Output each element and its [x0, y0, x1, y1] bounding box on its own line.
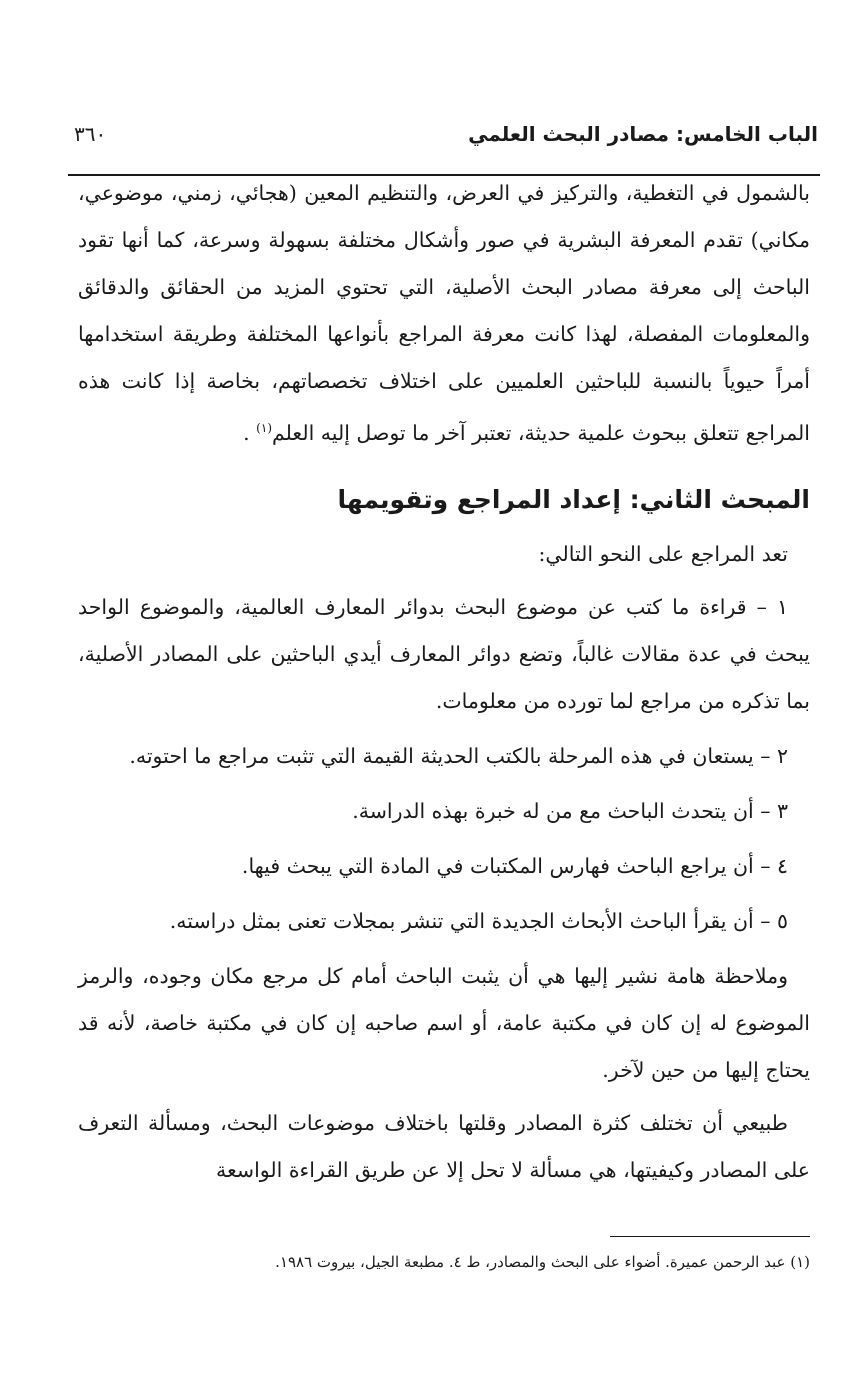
list-item-1: ١ – قراءة ما كتب عن موضوع البحث بدوائر المعارف العالمية، والموضوع الواحد يبحث في عدة مقالات غالباً، وتضع دوائر المعارف أيدي الباحثين على المصادر الأصلية، بما تذكره من مراجع لما تورده من معلومات.	[78, 594, 810, 713]
note-paragraph: وملاحظة هامة نشير إليها هي أن يثبت الباحث أمام كل مرجع مكان وجوده، والرمز الموضوع له إن كان في مكتبة عامة، أو اسم صاحبه إن كان في مكتبة خاصة، لأنه قد يحتاج إليها من حين لآخر.	[78, 963, 810, 1082]
opening-paragraph	[78, 170, 810, 457]
page-number: ٣٦٠	[74, 122, 107, 146]
book-page	[68, 100, 820, 1320]
footnote: (١) عبد الرحمن عميرة. أضواء على البحث والمصادر، ط ٤. مطبعة الجيل، بيروت ١٩٨٦.	[275, 1253, 810, 1271]
paragraph-end: .	[243, 420, 257, 445]
footnote-rule	[610, 1236, 810, 1237]
section-heading: المبحث الثاني: إعداد المراجع وتقويمها	[337, 484, 810, 514]
running-head	[68, 118, 820, 158]
list-item-5: ٥ – أن يقرأ الباحث الأبحاث الجديدة التي تنشر بمجلات تعنى بمثل دراسته.	[169, 908, 788, 933]
chapter-title: الباب الخامس: مصادر البحث العلمي	[468, 122, 818, 146]
body-text	[78, 170, 810, 1194]
section-intro: تعد المراجع على النحو التالي:	[538, 541, 788, 566]
list-item-4: ٤ – أن يراجع الباحث فهارس المكتبات في المادة التي يبحث فيها.	[241, 853, 788, 878]
opening-paragraph-text: بالشمول في التغطية، والتركيز في العرض، والتنظيم المعين (هجائي، زمني، موضوعي، مكاني) تقدم المعرفة البشرية في صور وأشكال مختلفة بسهولة وسرعة، كما أنها تقود الباحث إلى معرفة مصادر البحث الأصلية، التي تحتوي المزيد من الحقائق والدقائق والمعلومات المفصلة، لهذا كانت معرفة المراجع بأنواعها المختلفة وطريقة استخدامها أمراً حيوياً بالنسبة للباحثين العلميين على اختلاف تخصصاتهم، بخاصة إذا كانت هذه المراجع تتعلق ببحوث علمية حديثة، تعتبر آخر ما توصل إليه العلم	[78, 181, 810, 445]
footnote-marker: (١)	[256, 421, 272, 435]
list-item-2: ٢ – يستعان في هذه المرحلة بالكتب الحديثة القيمة التي تثبت مراجع ما احتوته.	[129, 743, 788, 768]
list-item-3: ٣ – أن يتحدث الباحث مع من له خبرة بهذه الدراسة.	[352, 798, 788, 823]
closing-paragraph: طبيعي أن تختلف كثرة المصادر وقلتها باختلاف موضوعات البحث، ومسألة التعرف على المصادر وكيفيتها، هي مسألة لا تحل إلا عن طريق القراءة الواسعة	[78, 1110, 810, 1182]
